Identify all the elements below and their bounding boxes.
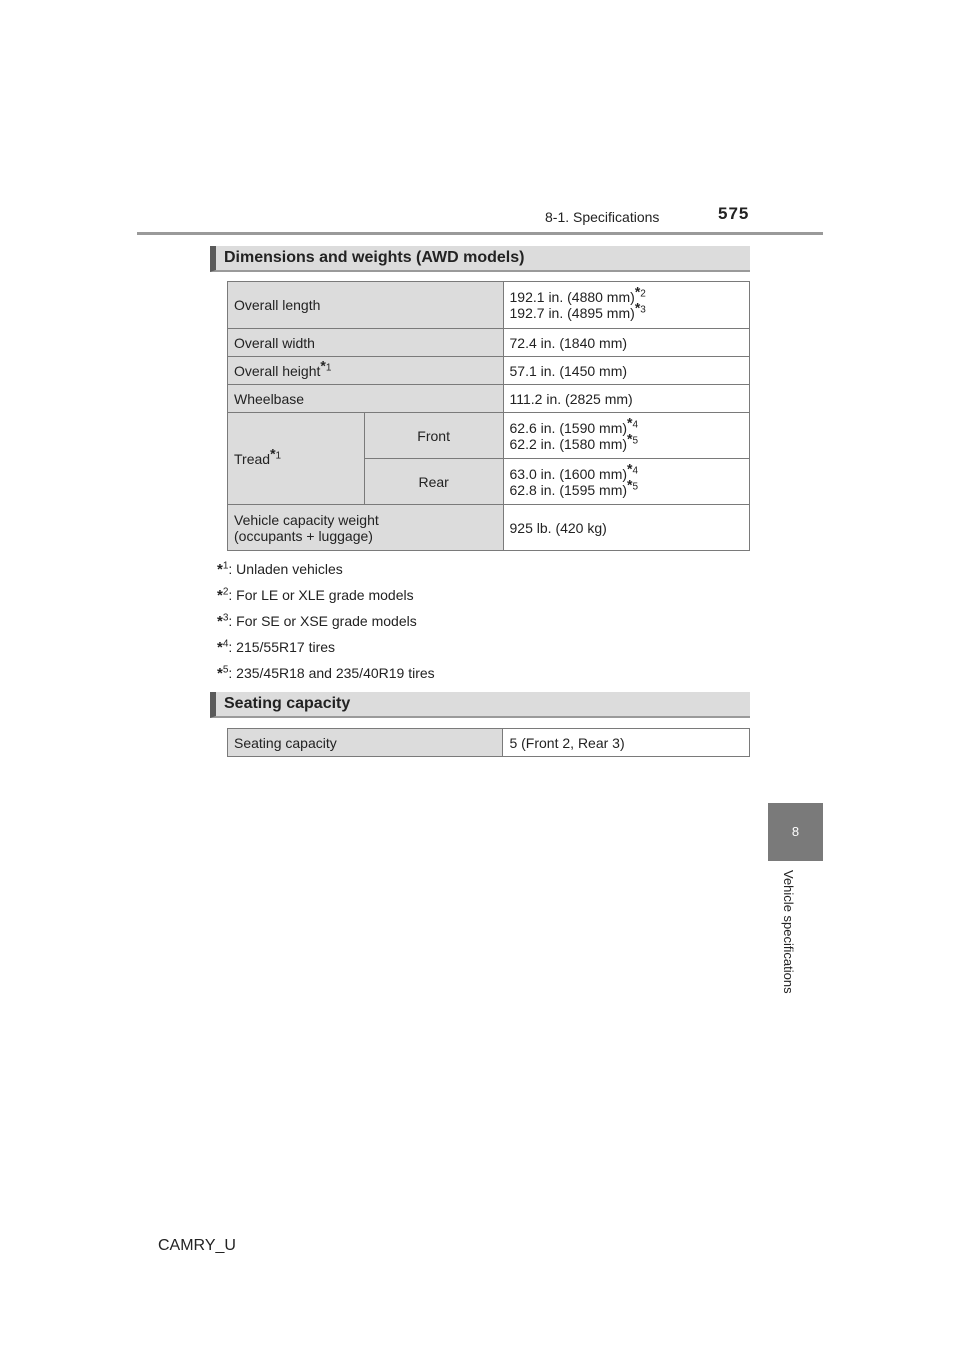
row-label: Overall height*$^1$: [228, 357, 504, 385]
row-value: 5 (Front 2, Rear 3): [503, 729, 750, 757]
row-label: Tread*$^1$: [228, 413, 365, 505]
row-value: 57.1 in. (1450 mm): [503, 357, 749, 385]
table-row: [228, 357, 750, 385]
page-number: 575: [718, 204, 750, 223]
row-label: Overall width: [228, 329, 504, 357]
row-value: 63.0 in. (1600 mm)*$^4$ 62.8 in. (1595 mm)*$^5$: [503, 459, 749, 505]
row-label: Vehicle capacity weight (occupants + luggage): [228, 505, 504, 551]
row-value: 111.2 in. (2825 mm): [503, 385, 749, 413]
section-title: 8-1. Specifications: [545, 209, 660, 225]
dimensions-table: [227, 281, 750, 551]
header-divider: [137, 232, 823, 235]
seating-heading: Seating capacity: [210, 692, 750, 718]
footer-model: CAMRY_U: [158, 1237, 236, 1254]
table-row: [228, 413, 750, 459]
table-row: [228, 729, 750, 757]
row-value: 62.6 in. (1590 mm)*$^4$ 62.2 in. (1580 mm)*$^5$: [503, 413, 749, 459]
footnote: *$^3$: For SE or XSE grade models: [217, 612, 417, 630]
row-label: Overall length: [228, 282, 504, 329]
table-row: [228, 282, 750, 329]
row-value: 72.4 in. (1840 mm): [503, 329, 749, 357]
table-row: [228, 385, 750, 413]
footnote: *$^1$: Unladen vehicles: [217, 560, 343, 578]
footnote: *$^4$: 215/55R17 tires: [217, 638, 336, 656]
row-label: Seating capacity: [228, 729, 503, 757]
row-sublabel: Front: [364, 413, 503, 459]
dimensions-heading: Dimensions and weights (AWD models): [210, 246, 750, 272]
row-label: Wheelbase: [228, 385, 504, 413]
row-value: 192.1 in. (4880 mm)*$^2$ 192.7 in. (4895 mm)*$^3$: [503, 282, 749, 329]
table-row: [228, 505, 750, 551]
table-row: [228, 329, 750, 357]
seating-table: [227, 728, 750, 757]
footnotes: [217, 556, 435, 686]
chapter-tab: 8: [768, 803, 823, 861]
row-value: 925 lb. (420 kg): [503, 505, 749, 551]
chapter-label: Vehicle specifications: [781, 870, 796, 994]
row-sublabel: Rear: [364, 459, 503, 505]
footnote: *$^5$: 235/45R18 and 235/40R19 tires: [217, 664, 435, 682]
footnote: *$^2$: For LE or XLE grade models: [217, 586, 414, 604]
